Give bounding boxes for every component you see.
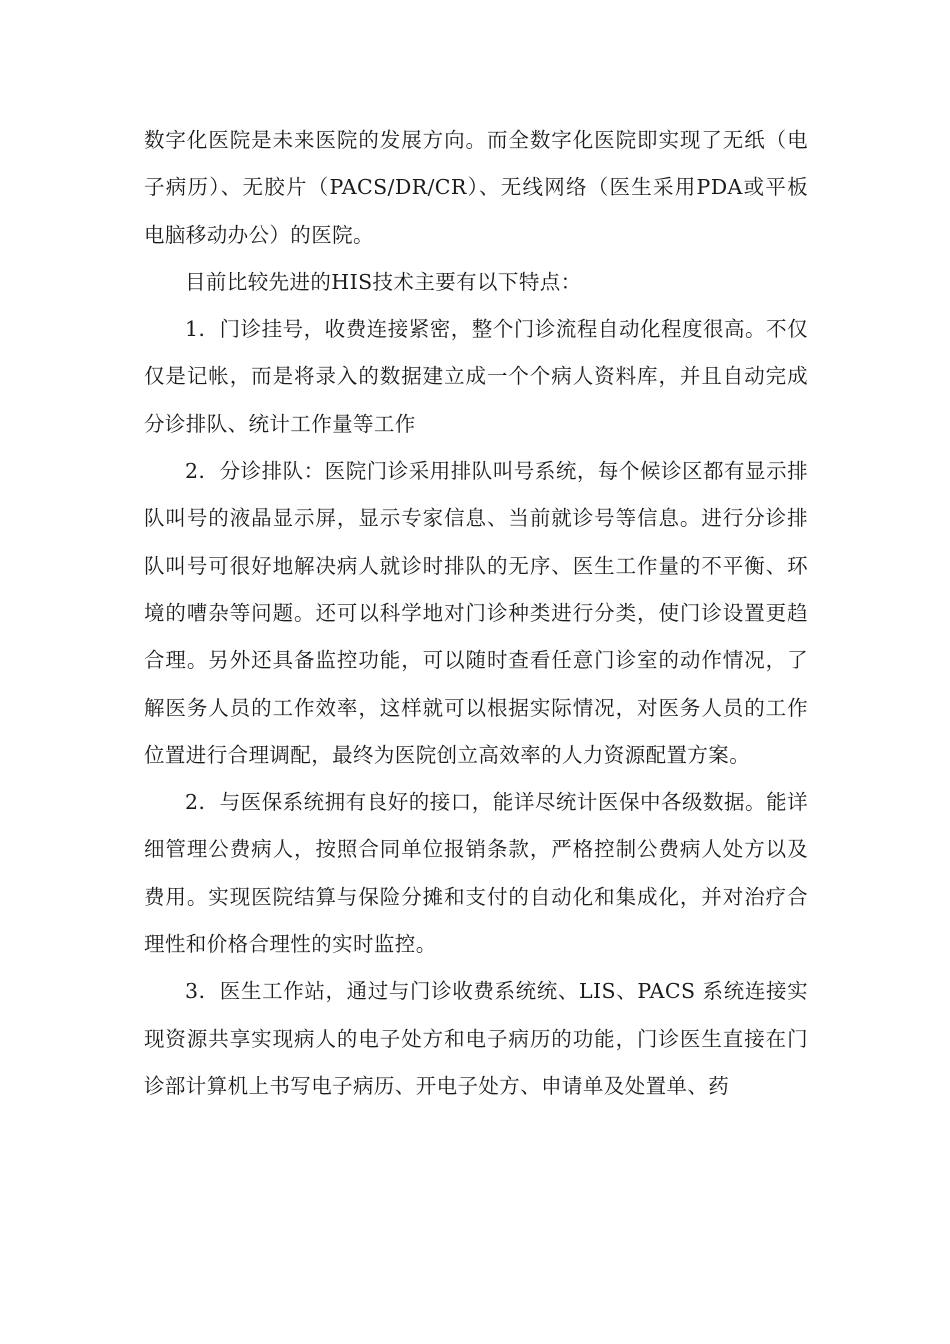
- paragraph-item-triage-queue: 2．分诊排队：医院门诊采用排队叫号系统，每个候诊区都有显示排队叫号的液晶显示屏，显示专家信息、当前就诊号等信息。进行分诊排队叫号可很好地解决病人就诊时排队的无序、医生工作量的不平衡、环境的嘈杂等问题。还可以科学地对门诊种类进行分类，使门诊设置更趋合理。另外还具备监控功能，可以随时查看任意门诊室的动作情况，了解医务人员的工作效率，这样就可以根据实际情况，对医务人员的工作位置进行合理调配，最终为医院创立高效率的人力资源配置方案。: [144, 459, 808, 767]
- paragraph-item-doctor-workstation: 3．医生工作站，通过与门诊收费系统统、LIS、PACS 系统连接实现资源共享实现病人的电子处方和电子病历的功能，门诊医生直接在门诊部计算机上书写电子病历、开电子处方、申请单及处置单、药: [144, 979, 808, 1098]
- document-body: [144, 117, 808, 1110]
- paragraph-item-registration: 1．门诊挂号，收费连接紧密，整个门诊流程自动化程度很高。不仅仅是记帐，而是将录入的数据建立成一个个病人资料库，并且自动完成分诊排队、统计工作量等工作: [144, 317, 808, 436]
- paragraph-features-heading: 目前比较先进的HIS技术主要有以下特点：: [185, 269, 582, 294]
- paragraph-intro: 数字化医院是未来医院的发展方向。而全数字化医院即实现了无纸（电子病历）、无胶片（PACS/DR/CR）、无线网络（医生采用PDA或平板电脑移动办公）的医院。: [144, 128, 808, 247]
- paragraph-item-insurance: 2．与医保系统拥有良好的接口，能详尽统计医保中各级数据。能详细管理公费病人，按照合同单位报销条款，严格控制公费病人处方以及费用。实现医院结算与保险分摊和支付的自动化和集成化，并对治疗合理性和价格合理性的实时监控。: [144, 790, 808, 957]
